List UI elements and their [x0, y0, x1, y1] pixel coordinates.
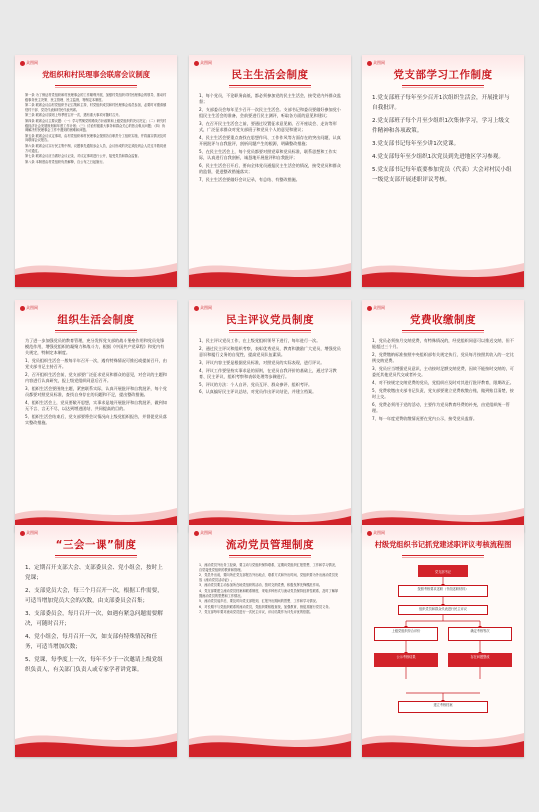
brand-emblem — [367, 60, 385, 66]
paragraph: 2、召开组织生活会前，党支部要广泛征求党员和群众的意见，对会议的主题和内容进行认真研究，报上级党组织同意后召开。 — [25, 372, 167, 384]
poster-organization-life — [15, 300, 177, 532]
title-underline — [402, 555, 484, 558]
paragraph: 4、评议工作要坚持实事求是的原则，在党员自我评价的基础上，通过学习教育、民主评议、组织考察和表彰处理等步骤进行。 — [199, 367, 337, 379]
paragraph: 5、评议的方法：个人自评、党员互评、群众参评、组织考评。 — [199, 381, 313, 387]
title-underline — [55, 330, 137, 333]
paragraph: 7、民主生活会要做好会议记录，有总结、有整改措施。 — [199, 177, 300, 182]
paragraph: 5、在民主生活会上，每个党员都要对照党章和党员标准，联系思想和工作实际，认真进行自我剖析，诚恳地开展批评和自我批评； — [199, 149, 337, 161]
poster-title: 村级党组织书记抓党建述职评议考核流程图 — [374, 540, 512, 549]
brand-emblem — [194, 305, 212, 311]
emblem-text: 众图网 — [200, 530, 212, 535]
red-wave-decoration — [362, 247, 524, 287]
brand-emblem — [20, 60, 38, 66]
paragraph: 6、对长期不与党组织联系的流动党员，党组织要积极查找，加强教育，督促其履行党员义务。 — [199, 604, 332, 609]
title-underline — [55, 555, 137, 558]
paragraph: 4、党小组会，每月召开一次，如支部有特殊情况和任务，可适当增加次数； — [25, 634, 158, 650]
brand-emblem — [367, 305, 385, 311]
poster-dues-collection — [362, 300, 524, 532]
poster-title: 党组织和村民理事会联席会议制度 — [42, 70, 150, 79]
flow-step: 建立考核档案 — [398, 701, 488, 713]
paragraph: 1、每个党员，不论职务高低，都必须参加党的民主生活会，接受党内外群众监督； — [199, 93, 341, 105]
paragraph: 第三条 联席会议原则上每季度召开一次，遇有重大事项可随时召开。 — [25, 113, 122, 118]
paragraph: 3、评议内容主要是根据党员标准，对照党员的实际表现，进行评议。 — [199, 359, 325, 365]
emblem-icon — [20, 531, 25, 536]
flow-step: 上级党组织综合评价 — [374, 627, 438, 641]
paragraph: 2.党支部班子每个月至少组织1次集体学习，学习上级文件精神和各项政策。 — [372, 118, 510, 134]
paragraph: 5、党课，每季度上一次，每年不少于一次邀请上级党组织负责人，有关部门负责人或专家学者讲党课。 — [25, 657, 163, 673]
paragraph: 5、流动党员返乡后，要及时向党支部报到，汇报外出期间的思想、工作和学习情况。 — [199, 599, 319, 604]
poster-study-work — [362, 55, 524, 287]
poster-body — [25, 338, 167, 502]
flow-step: 按照考核要求述职（书面述职材料） — [398, 585, 488, 597]
paragraph: 为了进一步加强党员的教育管理，充分发挥党支部的战斗堡垒作用和党员先锋模范作用，增强党组织的凝聚力和战斗力，根据《中国共产党章程》和党内有关规定，特制定本制度。 — [25, 338, 165, 356]
paragraph: 第八条 本制度由村党组织负责解释，自公布之日起施行。 — [25, 159, 106, 164]
emblem-text: 众图网 — [200, 60, 212, 65]
title-underline — [229, 555, 311, 558]
paragraph: 4.党支部每年至少组织1次党员到先进地区学习参观。 — [372, 154, 504, 160]
emblem-text: 众图网 — [26, 60, 38, 65]
poster-title: 党支部学习工作制度 — [393, 69, 493, 81]
paragraph: 5.党支部书记每年底要参加党员（代表）大会对村民小组一级党支部开展述职评议考核。 — [372, 167, 512, 183]
paragraph: 2、支部党员大会，每三个月召开一次，根据工作需要，可适当增加党员大会的次数，由支部委员会召集； — [25, 588, 163, 604]
paragraph: 2、党费缴纳标准按照中央组织部有关规定执行，党员每月按照其收入的一定比例交纳党费。 — [372, 352, 514, 364]
poster-body — [199, 338, 341, 502]
poster-mobile-members — [189, 525, 351, 757]
paragraph: 3、支部委员会，每月召开一次，如遇有紧急问题需要解决，可随时召开； — [25, 611, 163, 627]
paragraph: 6、认真搞好民主评议总结，对党员作出评议结论，并建立档案。 — [199, 389, 317, 395]
emblem-icon — [194, 61, 199, 66]
paragraph: 2、党员外出前，要向所在党支部报告外出地点、联系方式和外出时间，党组织要为外出流动党员发放《流动党员活动证》。 — [199, 573, 339, 582]
paragraph: 第五条 联席会议议定事项，由村党组织和村民理事会按照各自职责分工组织实施，并将落实情况及时向联席会议报告。 — [25, 133, 167, 143]
red-wave-decoration — [189, 247, 351, 287]
poster-title: 党费收缴制度 — [410, 314, 476, 326]
paragraph: 3、流动党员要主动参加所在地党组织的活动，按时交纳党费，积极发挥先锋模范作用。 — [199, 583, 323, 588]
poster-member-evaluation — [189, 300, 351, 532]
emblem-icon — [194, 531, 199, 536]
poster-review-flowchart — [362, 525, 524, 757]
emblem-text: 众图网 — [373, 60, 385, 65]
paragraph: 4、对不按规定交纳党费的党员，党组织应及时对其进行批评教育，限期改正。 — [372, 380, 514, 385]
emblem-text: 众图网 — [200, 305, 212, 310]
emblem-icon — [194, 306, 199, 311]
poster-body — [199, 563, 341, 727]
emblem-icon — [367, 531, 372, 536]
emblem-text: 众图网 — [26, 305, 38, 310]
poster-title: 民主评议党员制度 — [226, 314, 314, 326]
poster-body — [25, 93, 167, 257]
poster-body — [25, 563, 167, 727]
paragraph: 4、民主生活会要重点查找在思想作风、工作作风等方面存在的突出问题，认真开展批评与自我批评，剖析问题产生的根源，明确整改措施； — [199, 135, 341, 147]
brand-emblem — [194, 60, 212, 66]
brand-emblem — [367, 530, 385, 536]
paragraph: 1、党员必须按月交纳党费，有特殊情况的，经党组织同意可以推迟交纳，但不能超过三个月。 — [372, 338, 514, 350]
title-underline — [229, 330, 311, 333]
emblem-icon — [20, 306, 25, 311]
paragraph: 7、每一年度党费收缴情况要在党内公示，接受党员监督。 — [372, 415, 477, 421]
flow-step: 公示考核结果 — [374, 653, 438, 667]
emblem-icon — [367, 306, 372, 311]
paragraph: 7、党支部每年要对流动党员进行一次民主评议，评议结果作为评先评优的依据。 — [199, 610, 313, 615]
paragraph: 第四条 联席会议主要议题：（一）学习贯彻党的路线方针政策和上级党组织的决议决定；（二）研究村级经济社会发展规划和年度工作计划；（三）讨论村级重大事务和群众关心的热点难点问题；（四）协调解决村民理事会工作中遇到的困难和问题。 — [25, 118, 167, 133]
poster-democratic-life — [189, 55, 351, 287]
poster-title: 民主生活会制度 — [231, 69, 309, 81]
poster-title: 流动党员管理制度 — [226, 539, 314, 551]
paragraph: 2、支部委员会每年至少召开一次民主生活会。支部书记和委员要做好参加党小组民主生活会的准备，会前要进行民主测评，听取各方面的意见和建议； — [199, 107, 341, 119]
flowchart — [370, 563, 516, 728]
paragraph: 5、组织生活会结束后，党支部要将会议情况向上级党组织报告，并督促党员落实整改措施。 — [25, 414, 167, 426]
red-wave-decoration — [362, 717, 524, 757]
title-underline — [229, 85, 311, 88]
paragraph: 4、组织生活会上，党员要敞开思想，实事求是地开展批评和自我批评，做到知无不言、言无不尽，以达到增进团结、共同提高的目的。 — [25, 400, 167, 412]
poster-title: 组织生活会制度 — [57, 314, 135, 326]
paragraph: 6、民主生活会召开后，要向全体党员通报民主生活会的情况，接受党员和群众的监督，促进整改措施落实； — [199, 163, 341, 175]
paragraph: 第六条 联席会议实行民主集中制，议题事先通知参会人员，会议形成的决定须经到会人员过半数同意方可通过。 — [25, 143, 167, 153]
paragraph: 4、党支部要建立流动党员档案和联系制度，采取多种形式与流动党员保持经常性联系，及时了解掌握流动党员的思想和工作情况。 — [199, 588, 339, 598]
emblem-text: 众图网 — [26, 530, 38, 535]
paragraph: 第二条 联席会议由村党组织书记召集和主持，村党组织成员和村民理事会成员参加，必要时可邀请镇驻村干部、党员代表和村民代表列席。 — [25, 103, 167, 112]
paragraph: 6、党费必须用于党的活动，主要作为党员教育经费的补充，由党组织统一管理。 — [372, 401, 510, 413]
poster-three-meetings — [15, 525, 177, 757]
paragraph: 5、党费收缴由支部书记负责，党支部要建立党费收缴台账，做到账目清楚，按时上交。 — [372, 387, 514, 399]
red-wave-decoration — [15, 247, 177, 287]
paragraph: 2、通过民主评议和组织考察，表彰优秀党员，教育和激励广大党员，增强党员意识和履行义务的自觉性，提高党员队伍素质。 — [199, 345, 341, 357]
paragraph: 第七条 联席会议应当做好会议记录，对议定事项进行公开，接受党员和群众监督。 — [25, 154, 141, 159]
brand-emblem — [194, 530, 212, 536]
paragraph: 3、党员应当增强党员意识，主动按时足额交纳党费，因故不能按时交纳的，可委托其他党员代交或者补交。 — [372, 366, 514, 378]
poster-joint-meeting — [15, 55, 177, 287]
poster-title: “三会一课”制度 — [55, 539, 137, 551]
title-underline — [402, 330, 484, 333]
paragraph: 1、流动党员外出务工经商，要主动与党组织保持联系，定期向党组织汇报思想、工作和学习情况，自觉接受党组织的教育和管理。 — [199, 563, 339, 572]
paragraph: 1、民主评议党员工作，在上级党组织领导下进行，每年进行一次。 — [199, 338, 321, 343]
emblem-text: 众图网 — [373, 305, 385, 310]
paragraph: 3.党支部书记每年至少讲1次党课。 — [372, 141, 460, 147]
brand-emblem — [20, 305, 38, 311]
brand-emblem — [20, 530, 38, 536]
paragraph: 第一条 为了保证村党组织和村民理事会的工作顺利开展，加强村党组织对村民理事会的领导，推动村级事务民主决策、民主管理、民主监督，特制定本制度。 — [25, 93, 167, 102]
paragraph: 1、党员组织生活会一般每半年召开一次，遇有特殊情况可推迟或提前召开，由党支部书记主持召开。 — [25, 358, 167, 370]
emblem-icon — [20, 61, 25, 66]
poster-body — [372, 93, 514, 257]
paragraph: 3、在召开民主生活会之前，要通过设置征求意见箱、召开座谈会、走访等形式，广泛征求群众对党支部班子和党员个人的意见和建议； — [199, 121, 337, 133]
flow-step: 确定考核等次 — [448, 627, 512, 641]
title-underline — [402, 85, 484, 88]
poster-body — [199, 93, 341, 257]
flow-start: 党支部书记 — [418, 565, 468, 577]
red-wave-decoration — [189, 717, 351, 757]
red-wave-decoration — [15, 717, 177, 757]
paragraph: 1.党支部班子每年至少召开1次组织生活会，开展批评与自我批评。 — [372, 95, 510, 111]
poster-body — [372, 338, 514, 502]
emblem-icon — [367, 61, 372, 66]
paragraph: 1、定期召开支部大会、支部委员会、党小组会，按时上党课； — [25, 565, 163, 581]
emblem-text: 众图网 — [373, 530, 385, 535]
flow-step: 组织党员和群众代表进行民主评议 — [398, 605, 488, 615]
paragraph: 3、组织生活会要围绕主题，紧密联系实际，认真开展批评和自我批评，每个党员都要对照党员标准，查找自身存在的问题和不足，提出整改措施。 — [25, 386, 167, 398]
title-underline — [55, 85, 137, 88]
flow-step: 存在问题整改 — [448, 653, 512, 667]
